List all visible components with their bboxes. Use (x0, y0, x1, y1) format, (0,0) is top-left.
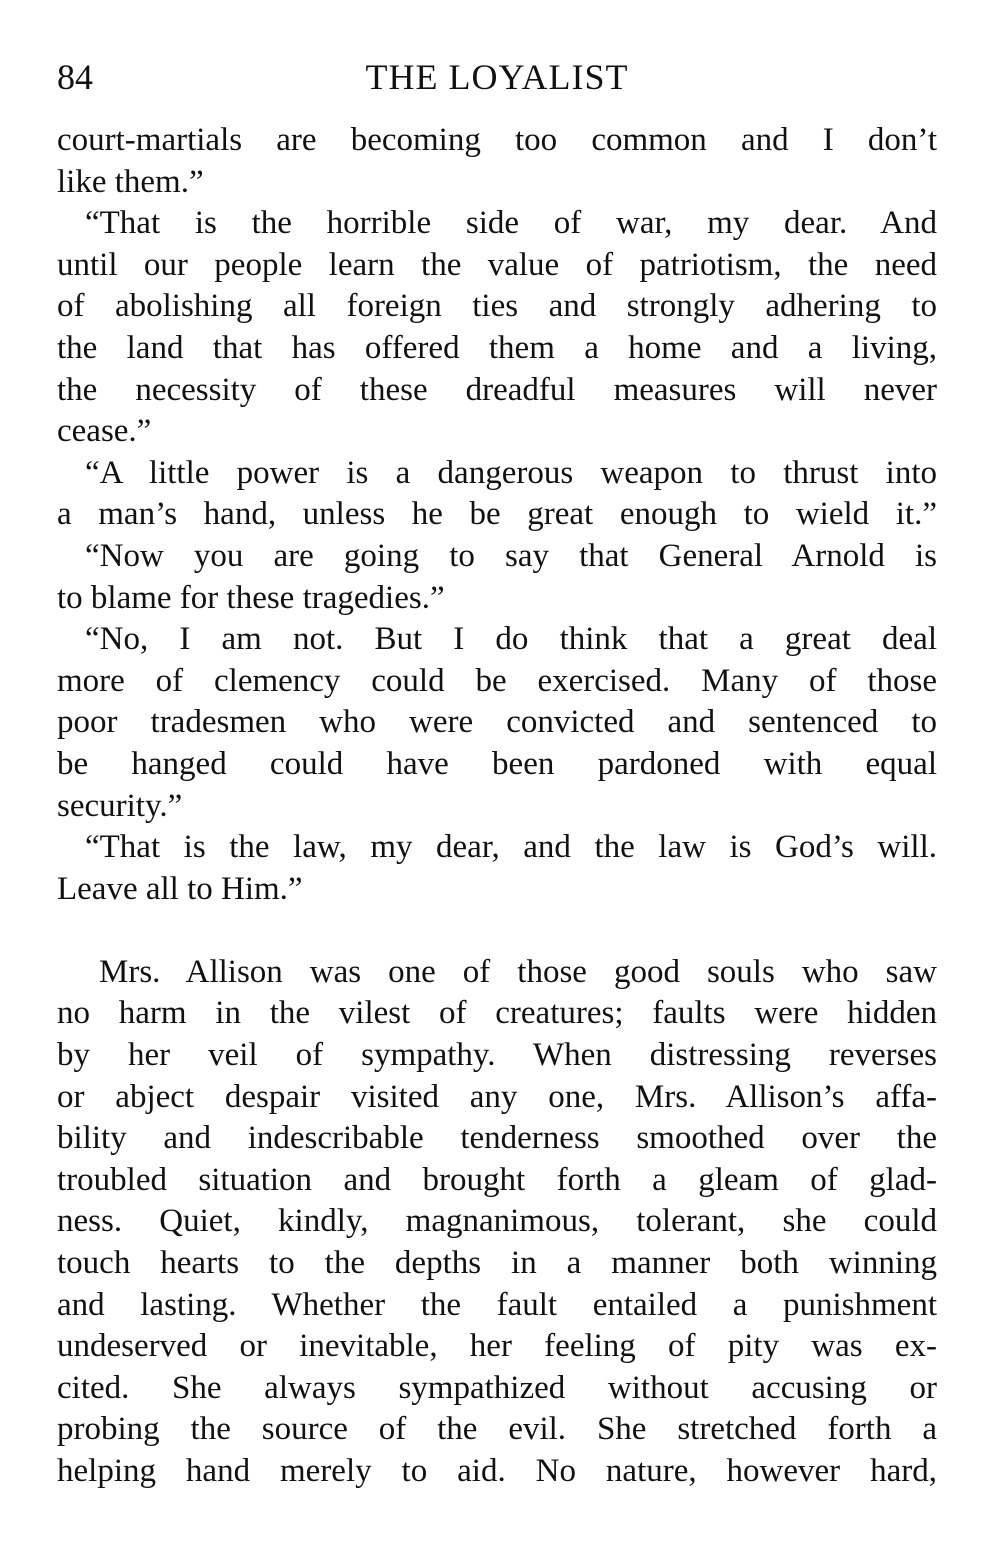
paragraph (57, 536, 937, 619)
paragraph (57, 120, 937, 203)
text-line: no harm in the vilest of creatures; faults were hidden (57, 995, 937, 1032)
text-line: bility and indescribable tenderness smoothed over the (57, 1120, 937, 1157)
text-line: troubled situation and brought forth a gleam of glad- (57, 1161, 937, 1198)
text-line: helping hand merely to aid. No nature, however hard, (57, 1453, 937, 1489)
text-line: “No, I am not. But I do think that a great deal (85, 621, 937, 658)
text-line: ness. Quiet, kindly, magnanimous, tolerant, she could (57, 1203, 937, 1240)
text-line: court-martials are becoming too common and I don’t (57, 122, 937, 158)
body-text (57, 120, 937, 1493)
text-line: of abolishing all foreign ties and strongly adhering to (57, 288, 937, 325)
text-line: until our people learn the value of patriotism, the need (57, 246, 937, 283)
text-line: touch hearts to the depths in a manner both winning (57, 1245, 937, 1282)
text-line: be hanged could have been pardoned with equal (57, 745, 937, 782)
paragraph (57, 453, 937, 536)
book-title: THE LOYALIST (365, 57, 629, 97)
running-head (57, 52, 937, 102)
section-break (57, 910, 937, 952)
text-line: “That is the horrible side of war, my dear. And (85, 205, 937, 242)
page-number: 84 (57, 57, 93, 97)
text-line: probing the source of the evil. She stretched forth a (57, 1411, 937, 1448)
text-line: the land that has offered them a home and a living, (57, 329, 937, 366)
text-line: “A little power is a dangerous weapon to thrust into (85, 454, 937, 491)
book-page (57, 52, 937, 1493)
text-line: poor tradesmen who were convicted and sentenced to (57, 704, 937, 741)
paragraph (57, 827, 937, 910)
text-line: more of clemency could be exercised. Many of those (57, 662, 937, 699)
text-line: the necessity of these dreadful measures will never (57, 371, 937, 408)
text-line: “That is the law, my dear, and the law is God’s will. (85, 829, 937, 866)
text-line: a man’s hand, unless he be great enough to wield it.” (57, 496, 937, 533)
text-line: to blame for these tragedies.” (57, 579, 445, 616)
text-line: cited. She always sympathized without accusing or (57, 1369, 937, 1406)
text-line: and lasting. Whether the fault entailed a punishment (57, 1286, 937, 1323)
text-line: by her veil of sympathy. When distressing reverses (57, 1037, 937, 1074)
text-line: “Now you are going to say that General Arnold is (85, 537, 937, 574)
text-line: cease.” (57, 413, 152, 450)
text-line: like them.” (57, 163, 204, 200)
text-line: or abject despair visited any one, Mrs. Allison’s affa- (57, 1078, 937, 1115)
paragraph (57, 203, 937, 453)
text-line: undeserved or inevitable, her feeling of pity was ex- (57, 1328, 937, 1365)
text-line: security.” (57, 787, 183, 824)
text-line: Mrs. Allison was one of those good souls who saw (99, 953, 937, 990)
paragraph (57, 952, 937, 1493)
paragraph (57, 619, 937, 827)
text-line: Leave all to Him.” (57, 870, 303, 907)
